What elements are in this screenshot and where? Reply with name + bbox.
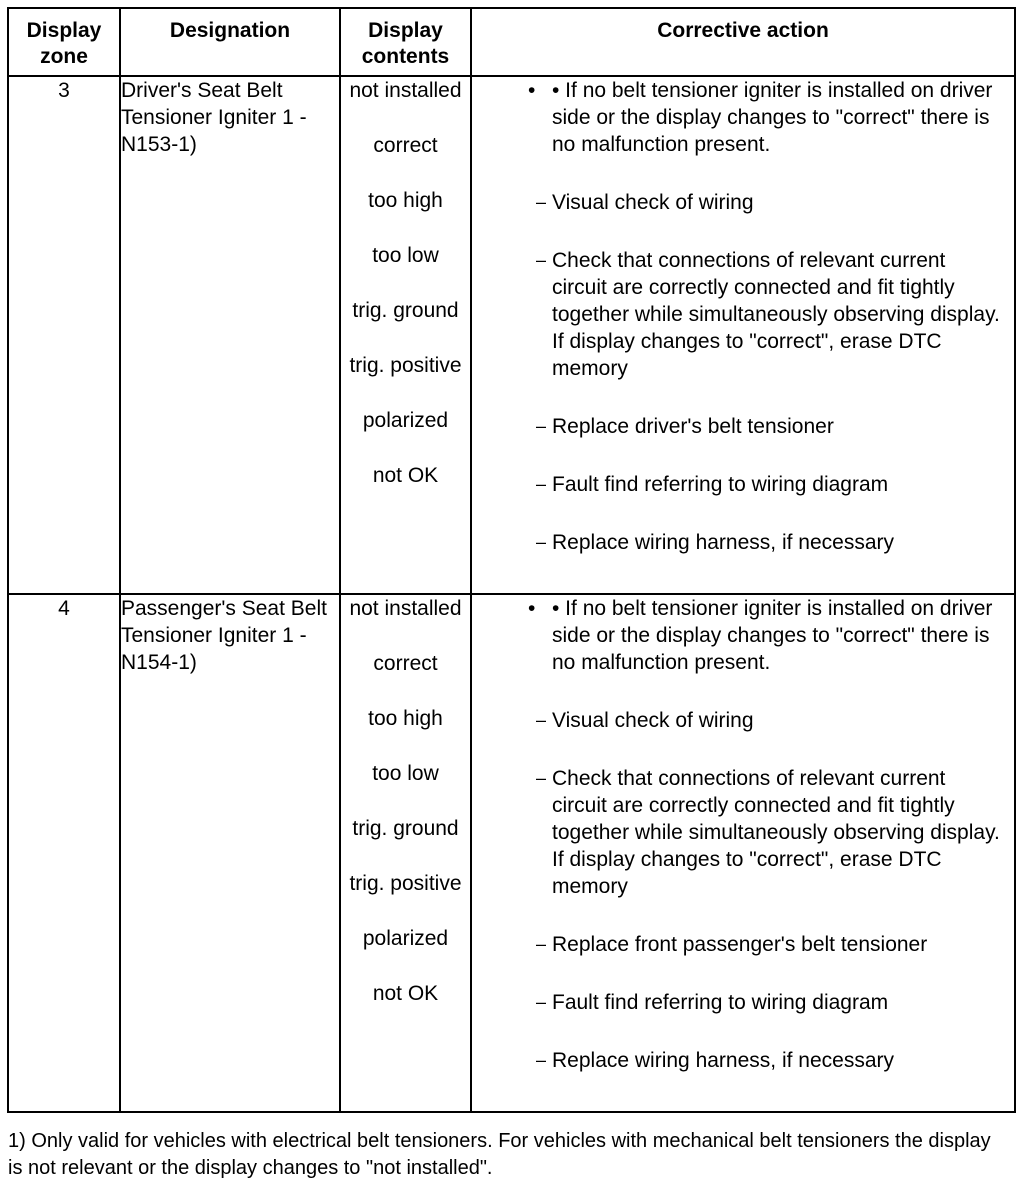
corrective-action-text: • If no belt tensioner igniter is installed on driver side or the display changes to "correct" there is no malfunction present.: [552, 79, 993, 156]
corrective-action-item: [472, 471, 1014, 498]
dash-icon: –: [536, 250, 547, 270]
corrective-action-text: Visual check of wiring: [552, 709, 754, 732]
corrective-action-text: Replace wiring harness, if necessary: [552, 1049, 894, 1072]
bullet-icon: •: [528, 79, 536, 102]
corrective-action-cell: [471, 76, 1015, 594]
display-content-item: too low: [372, 762, 439, 785]
corrective-action-cell: [471, 594, 1015, 1112]
corrective-action-text: Check that connections of relevant current circuit are correctly connected and fit tightly together while simultaneously observing display. If display changes to "correct", erase DTC memory: [552, 249, 1000, 380]
display-content-item: trig. ground: [352, 299, 459, 322]
corrective-action-text: Replace front passenger's belt tensioner: [552, 933, 928, 956]
display-content-item: not installed: [349, 597, 462, 620]
display-zone-cell: 3: [8, 76, 120, 594]
footnote: 1) Only valid for vehicles with electrical belt tensioners. For vehicles with mechanical belt tensioners the display is not relevant or the display changes to "not installed".: [8, 1130, 991, 1179]
header-designation: Designation: [120, 8, 340, 76]
dash-icon: –: [536, 768, 547, 788]
dash-icon: –: [536, 710, 547, 730]
display-content-item: not OK: [372, 464, 439, 487]
corrective-action-text: Check that connections of relevant current circuit are correctly connected and fit tightly together while simultaneously observing display. If display changes to "correct", erase DTC memory: [552, 767, 1000, 898]
corrective-action-item: [472, 1047, 1014, 1074]
corrective-action-text: Fault find referring to wiring diagram: [552, 473, 889, 496]
display-content-item: trig. positive: [349, 872, 462, 895]
table-row: [8, 76, 1015, 594]
diagnostic-table: [7, 7, 1016, 1113]
dash-icon: –: [536, 992, 547, 1012]
corrective-action-item: [472, 529, 1014, 556]
dash-icon: –: [536, 934, 547, 954]
display-content-item: not OK: [372, 982, 439, 1005]
corrective-action-item: [472, 413, 1014, 440]
corrective-action-text: • If no belt tensioner igniter is installed on driver side or the display changes to "correct" there is no malfunction present.: [552, 597, 993, 674]
display-zone-cell: 4: [8, 594, 120, 1112]
display-content-item: polarized: [362, 409, 449, 432]
corrective-action-text: Fault find referring to wiring diagram: [552, 991, 889, 1014]
dash-icon: –: [536, 1050, 547, 1070]
header-display-zone: Display zone: [8, 8, 120, 76]
dash-icon: –: [536, 416, 547, 436]
corrective-action-item: [472, 189, 1014, 216]
designation-cell: Passenger's Seat Belt Tensioner Igniter 1 -N154-1): [120, 594, 340, 1112]
display-content-item: not installed: [349, 79, 462, 102]
dash-icon: –: [536, 192, 547, 212]
header-corrective-action: Corrective action: [471, 8, 1015, 76]
corrective-action-text: Replace driver's belt tensioner: [552, 415, 834, 438]
header-row: [8, 8, 1015, 76]
corrective-action-text: Replace wiring harness, if necessary: [552, 531, 894, 554]
corrective-action-item: [472, 931, 1014, 958]
display-content-item: polarized: [362, 927, 449, 950]
display-content-item: correct: [373, 652, 438, 675]
dash-icon: –: [536, 474, 547, 494]
corrective-action-text: Visual check of wiring: [552, 191, 754, 214]
table-row: [8, 594, 1015, 1112]
display-content-item: trig. ground: [352, 817, 459, 840]
corrective-action-item: [472, 247, 1014, 382]
header-display-contents: Display contents: [340, 8, 471, 76]
dash-icon: –: [536, 532, 547, 552]
corrective-action-item: [472, 595, 1014, 676]
display-content-item: too high: [368, 707, 443, 730]
display-content-item: correct: [373, 134, 438, 157]
corrective-action-item: [472, 707, 1014, 734]
bullet-icon: •: [528, 597, 536, 620]
display-content-item: too high: [368, 189, 443, 212]
display-contents-cell: [340, 76, 471, 594]
corrective-action-item: [472, 989, 1014, 1016]
corrective-action-item: [472, 77, 1014, 158]
display-content-item: trig. positive: [349, 354, 462, 377]
display-content-item: too low: [372, 244, 439, 267]
designation-cell: Driver's Seat Belt Tensioner Igniter 1 -N153-1): [120, 76, 340, 594]
corrective-action-item: [472, 765, 1014, 900]
display-contents-cell: [340, 594, 471, 1112]
